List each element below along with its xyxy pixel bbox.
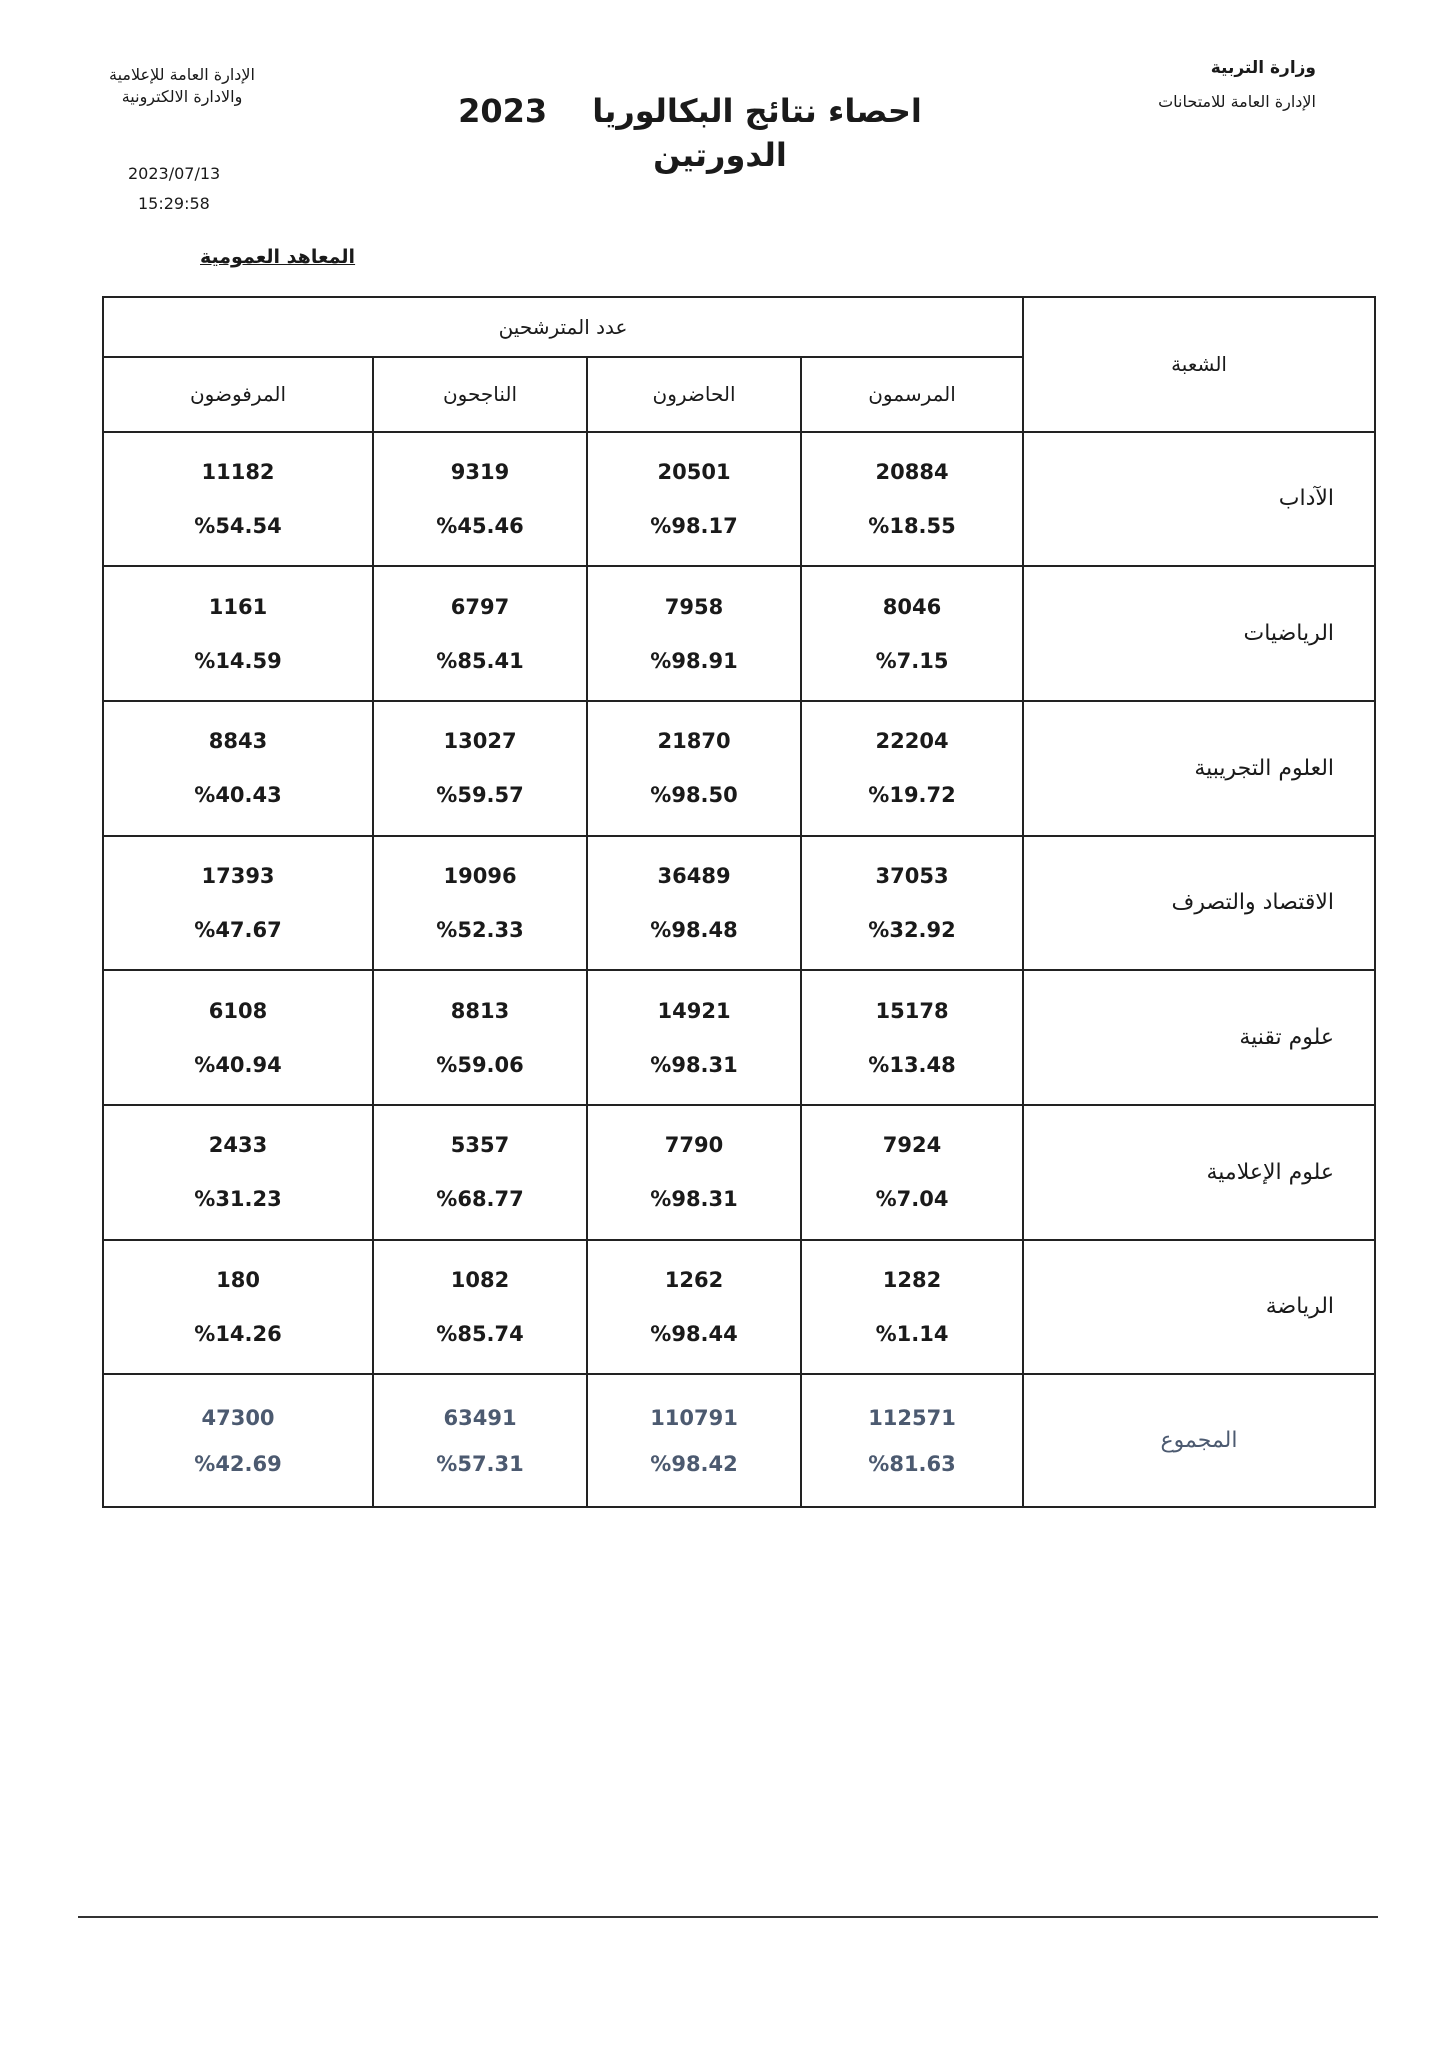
present-percent: %98.44 bbox=[650, 1321, 738, 1346]
media-admin-header bbox=[92, 64, 272, 108]
branch-name: العلوم التجريبية bbox=[1023, 701, 1375, 836]
title-sessions: الدورتين bbox=[653, 136, 787, 174]
branch-name: علوم تقنية bbox=[1023, 970, 1375, 1105]
passed-percent: %85.41 bbox=[436, 648, 524, 673]
registered-cell bbox=[801, 1240, 1023, 1375]
title-text: احصاء نتائج البكالوريا bbox=[592, 92, 922, 130]
rejected-percent: %14.26 bbox=[194, 1321, 282, 1346]
rejected-percent: %31.23 bbox=[194, 1187, 282, 1212]
table-row bbox=[103, 432, 1375, 567]
registered-value: 37053 bbox=[875, 863, 949, 888]
present-percent: %98.91 bbox=[650, 648, 738, 673]
table-row bbox=[103, 836, 1375, 971]
exams-admin-name: الإدارة العامة للامتحانات bbox=[1158, 92, 1316, 111]
branch-name: الرياضة bbox=[1023, 1240, 1375, 1375]
registered-cell bbox=[801, 1105, 1023, 1240]
page-title bbox=[370, 92, 1010, 174]
registered-value: 22204 bbox=[875, 729, 949, 754]
total-rejected-pct: %42.69 bbox=[194, 1451, 282, 1476]
table-row bbox=[103, 701, 1375, 836]
branch-name: الآداب bbox=[1023, 432, 1375, 567]
total-passed-pct: %57.31 bbox=[436, 1451, 524, 1476]
present-cell bbox=[587, 970, 801, 1105]
present-percent: %98.31 bbox=[650, 1187, 738, 1212]
passed-cell bbox=[373, 701, 587, 836]
passed-value: 8813 bbox=[450, 998, 510, 1023]
section-title: المعاهد العمومية bbox=[200, 246, 356, 268]
rejected-percent: %40.94 bbox=[194, 1052, 282, 1077]
registered-percent: %32.92 bbox=[868, 917, 956, 942]
passed-value: 13027 bbox=[443, 729, 517, 754]
passed-cell bbox=[373, 432, 587, 567]
branch-header: الشعبة bbox=[1023, 297, 1375, 432]
present-value: 21870 bbox=[657, 729, 731, 754]
passed-value: 1082 bbox=[450, 1267, 510, 1292]
passed-cell bbox=[373, 970, 587, 1105]
present-value: 14921 bbox=[657, 998, 731, 1023]
total-row bbox=[103, 1374, 1375, 1507]
present-cell bbox=[587, 566, 801, 701]
rejected-cell bbox=[103, 1240, 373, 1375]
present-value: 36489 bbox=[657, 863, 731, 888]
registered-percent: %19.72 bbox=[868, 783, 956, 808]
table-row bbox=[103, 970, 1375, 1105]
rejected-value: 6108 bbox=[208, 998, 268, 1023]
total-present-pct: %98.42 bbox=[650, 1451, 738, 1476]
registered-percent: %7.04 bbox=[875, 1187, 949, 1212]
present-value: 20501 bbox=[657, 459, 731, 484]
present-value: 7958 bbox=[664, 594, 724, 619]
passed-percent: %59.06 bbox=[436, 1052, 524, 1077]
total-passed-cell bbox=[373, 1374, 587, 1507]
title-year: 2023 bbox=[458, 92, 548, 130]
registered-value: 15178 bbox=[875, 998, 949, 1023]
passed-cell bbox=[373, 1105, 587, 1240]
total-passed: 63491 bbox=[443, 1405, 517, 1430]
rejected-percent: %54.54 bbox=[194, 513, 282, 538]
registered-percent: %13.48 bbox=[868, 1052, 956, 1077]
table-row bbox=[103, 1105, 1375, 1240]
registered-cell bbox=[801, 836, 1023, 971]
passed-percent: %59.57 bbox=[436, 783, 524, 808]
total-registered-pct: %81.63 bbox=[868, 1451, 956, 1476]
candidates-group-header: عدد المترشحين bbox=[103, 297, 1023, 357]
rejected-cell bbox=[103, 1105, 373, 1240]
total-label: المجموع bbox=[1023, 1374, 1375, 1507]
branch-name: علوم الإعلامية bbox=[1023, 1105, 1375, 1240]
rejected-cell bbox=[103, 566, 373, 701]
rejected-value: 8843 bbox=[208, 729, 268, 754]
passed-value: 5357 bbox=[450, 1133, 510, 1158]
col-header-passed: الناجحون bbox=[373, 357, 587, 431]
passed-value: 19096 bbox=[443, 863, 517, 888]
registered-percent: %18.55 bbox=[868, 513, 956, 538]
rejected-percent: %47.67 bbox=[194, 917, 282, 942]
registered-cell bbox=[801, 432, 1023, 567]
registered-cell bbox=[801, 970, 1023, 1105]
present-cell bbox=[587, 836, 801, 971]
media-admin-line1: الإدارة العامة للإعلامية bbox=[109, 65, 255, 84]
registered-cell bbox=[801, 701, 1023, 836]
rejected-cell bbox=[103, 836, 373, 971]
rejected-cell bbox=[103, 432, 373, 567]
present-value: 7790 bbox=[664, 1133, 724, 1158]
present-value: 1262 bbox=[664, 1267, 724, 1292]
col-header-registered: المرسمون bbox=[801, 357, 1023, 431]
passed-cell bbox=[373, 836, 587, 971]
passed-percent: %68.77 bbox=[436, 1187, 524, 1212]
present-percent: %98.17 bbox=[650, 513, 738, 538]
present-percent: %98.31 bbox=[650, 1052, 738, 1077]
present-cell bbox=[587, 1105, 801, 1240]
registered-percent: %1.14 bbox=[875, 1321, 949, 1346]
col-header-rejected: المرفوضون bbox=[103, 357, 373, 431]
ministry-header bbox=[1158, 58, 1316, 111]
media-admin-line2: والادارة الالكترونية bbox=[121, 87, 243, 106]
branch-name: الاقتصاد والتصرف bbox=[1023, 836, 1375, 971]
passed-value: 9319 bbox=[450, 459, 510, 484]
table-row bbox=[103, 566, 1375, 701]
registered-percent: %7.15 bbox=[875, 648, 949, 673]
branch-name: الرياضيات bbox=[1023, 566, 1375, 701]
footer-divider bbox=[78, 1916, 1378, 1918]
registered-value: 1282 bbox=[882, 1267, 942, 1292]
table-row bbox=[103, 1240, 1375, 1375]
present-cell bbox=[587, 701, 801, 836]
print-date: 2023/07/13 bbox=[128, 164, 221, 183]
print-time: 15:29:58 bbox=[138, 194, 210, 213]
total-rejected-cell bbox=[103, 1374, 373, 1507]
present-percent: %98.48 bbox=[650, 917, 738, 942]
present-cell bbox=[587, 432, 801, 567]
rejected-value: 11182 bbox=[201, 459, 275, 484]
present-percent: %98.50 bbox=[650, 783, 738, 808]
rejected-value: 2433 bbox=[208, 1133, 268, 1158]
registered-value: 20884 bbox=[875, 459, 949, 484]
total-rejected: 47300 bbox=[201, 1405, 275, 1430]
passed-value: 6797 bbox=[450, 594, 510, 619]
total-present-cell bbox=[587, 1374, 801, 1507]
rejected-cell bbox=[103, 970, 373, 1105]
total-registered-cell bbox=[801, 1374, 1023, 1507]
registered-cell bbox=[801, 566, 1023, 701]
rejected-value: 1161 bbox=[208, 594, 268, 619]
rejected-percent: %40.43 bbox=[194, 783, 282, 808]
passed-cell bbox=[373, 1240, 587, 1375]
total-registered: 112571 bbox=[868, 1405, 956, 1430]
passed-percent: %45.46 bbox=[436, 513, 524, 538]
col-header-present: الحاضرون bbox=[587, 357, 801, 431]
rejected-value: 17393 bbox=[201, 863, 275, 888]
passed-cell bbox=[373, 566, 587, 701]
passed-percent: %52.33 bbox=[436, 917, 524, 942]
ministry-name: وزارة التربية bbox=[1210, 58, 1316, 78]
passed-percent: %85.74 bbox=[436, 1321, 524, 1346]
rejected-value: 180 bbox=[216, 1267, 260, 1292]
rejected-percent: %14.59 bbox=[194, 648, 282, 673]
total-present: 110791 bbox=[650, 1405, 738, 1430]
rejected-cell bbox=[103, 701, 373, 836]
registered-value: 7924 bbox=[882, 1133, 942, 1158]
results-table bbox=[102, 296, 1376, 1508]
present-cell bbox=[587, 1240, 801, 1375]
table-body bbox=[103, 432, 1375, 1375]
registered-value: 8046 bbox=[882, 594, 942, 619]
